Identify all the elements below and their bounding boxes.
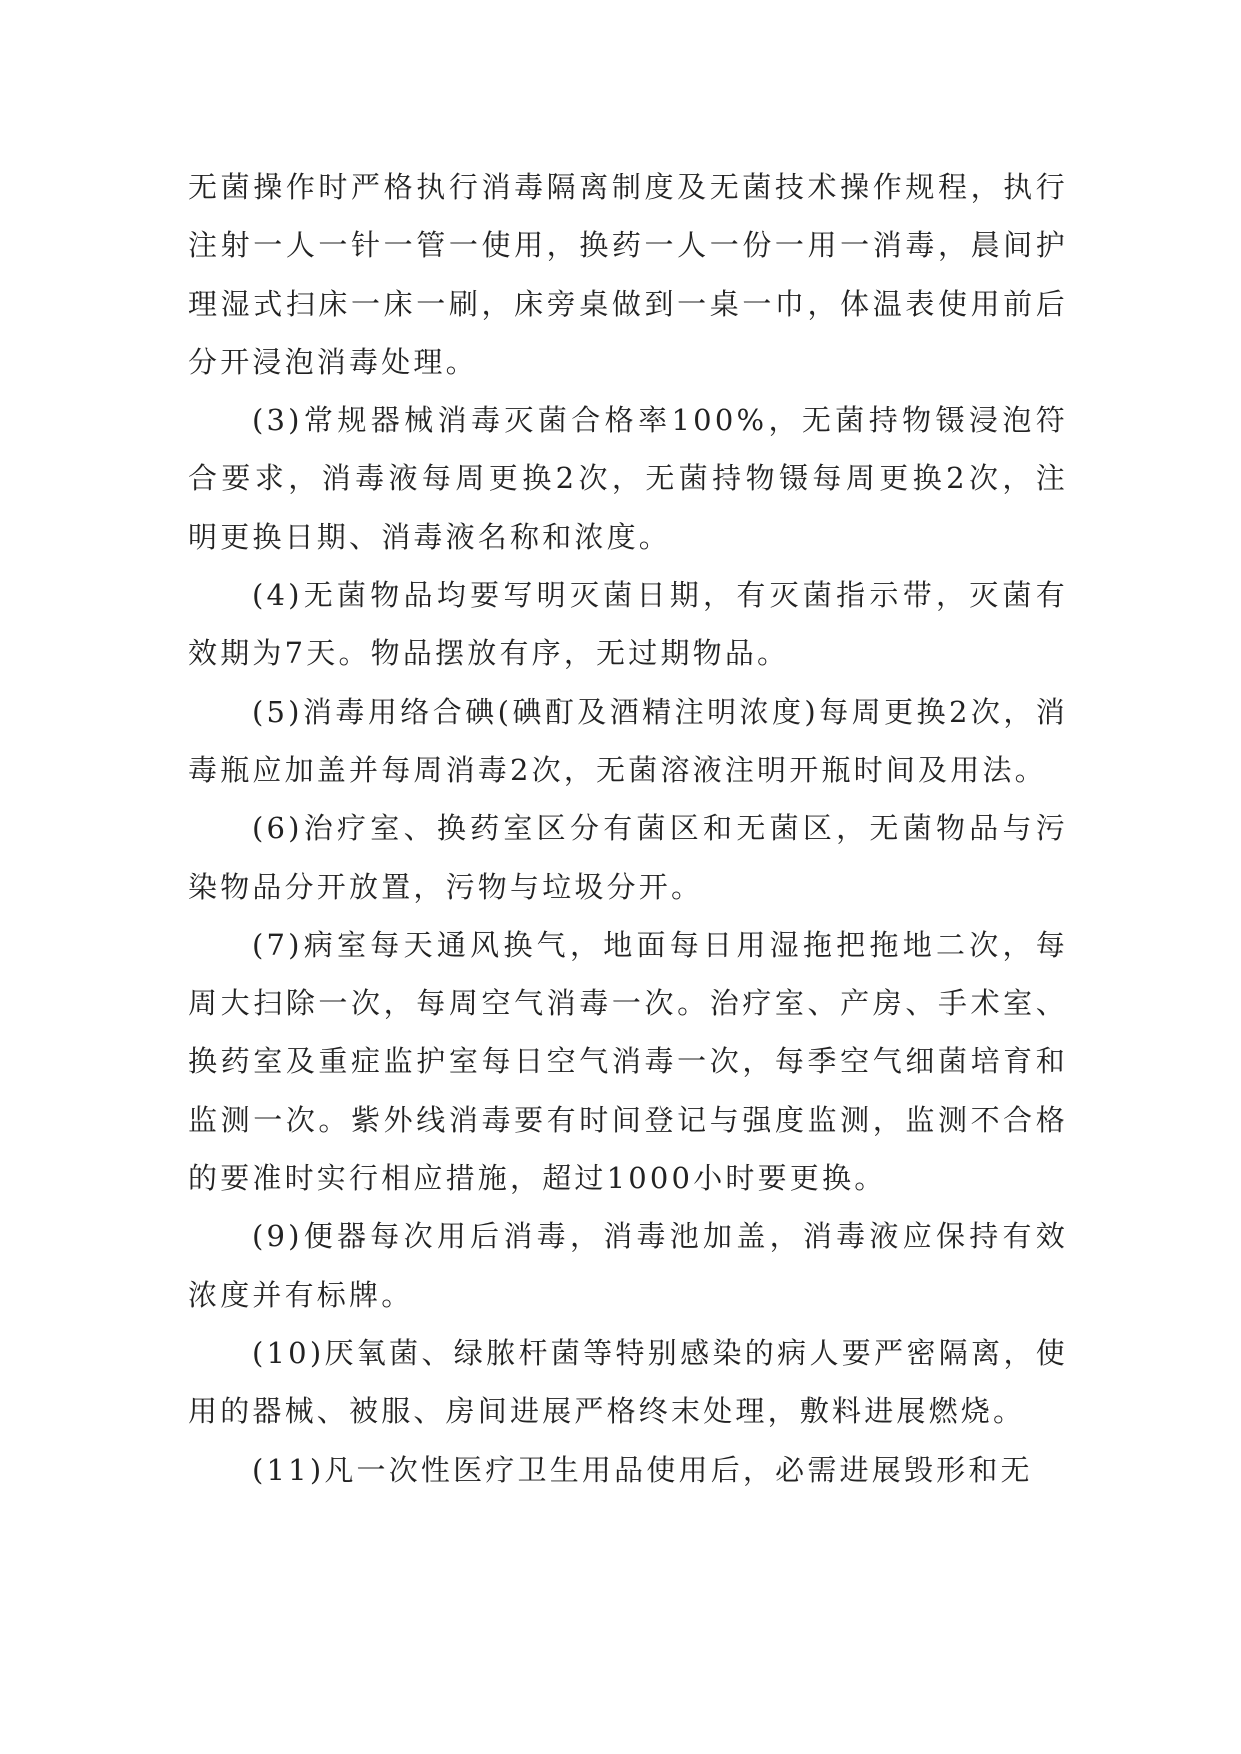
- paragraph-item-7: (7)病室每天通风换气，地面每日用湿拖把拖地二次，每周大扫除一次，每周空气消毒一次。治疗室、产房、手术室、换药室及重症监护室每日空气消毒一次，每季空气细菌培育和监测一次。紫外线消毒要有时间登记与强度监测，监测不合格的要准时实行相应措施，超过1000小时要更换。: [188, 927, 1068, 1196]
- document-page: [188, 158, 1068, 1499]
- paragraph-item-9: (9)便器每次用后消毒，消毒池加盖，消毒液应保持有效浓度并有标牌。: [188, 1219, 1068, 1312]
- paragraph-item-3: (3)常规器械消毒灭菌合格率100%，无菌持物镊浸泡符合要求，消毒液每周更换2次，无菌持物镊每周更换2次，注明更换日期、消毒液名称和浓度。: [188, 403, 1068, 554]
- paragraph-item-11: (11)凡一次性医疗卫生用品使用后，必需进展毁形和无: [252, 1452, 1033, 1487]
- paragraph-item-4: (4)无菌物品均要写明灭菌日期，有灭菌指示带，灭菌有效期为7天。物品摆放有序，无过期物品。: [188, 578, 1068, 671]
- paragraph-continued: 无菌操作时严格执行消毒隔离制度及无菌技术操作规程，执行注射一人一针一管一使用，换药一人一份一用一消毒，晨间护理湿式扫床一床一刷，床旁桌做到一桌一巾，体温表使用前后分开浸泡消毒处理。: [188, 170, 1068, 379]
- paragraph-item-5: (5)消毒用络合碘(碘酊及酒精注明浓度)每周更换2次，消毒瓶应加盖并每周消毒2次，无菌溶液注明开瓶时间及用法。: [188, 694, 1068, 787]
- paragraph-item-10: (10)厌氧菌、绿脓杆菌等特别感染的病人要严密隔离，使用的器械、被服、房间进展严格终末处理，敷料进展燃烧。: [188, 1335, 1068, 1429]
- paragraph-item-6: (6)治疗室、换药室区分有菌区和无菌区，无菌物品与污染物品分开放置，污物与垃圾分开。: [188, 811, 1068, 904]
